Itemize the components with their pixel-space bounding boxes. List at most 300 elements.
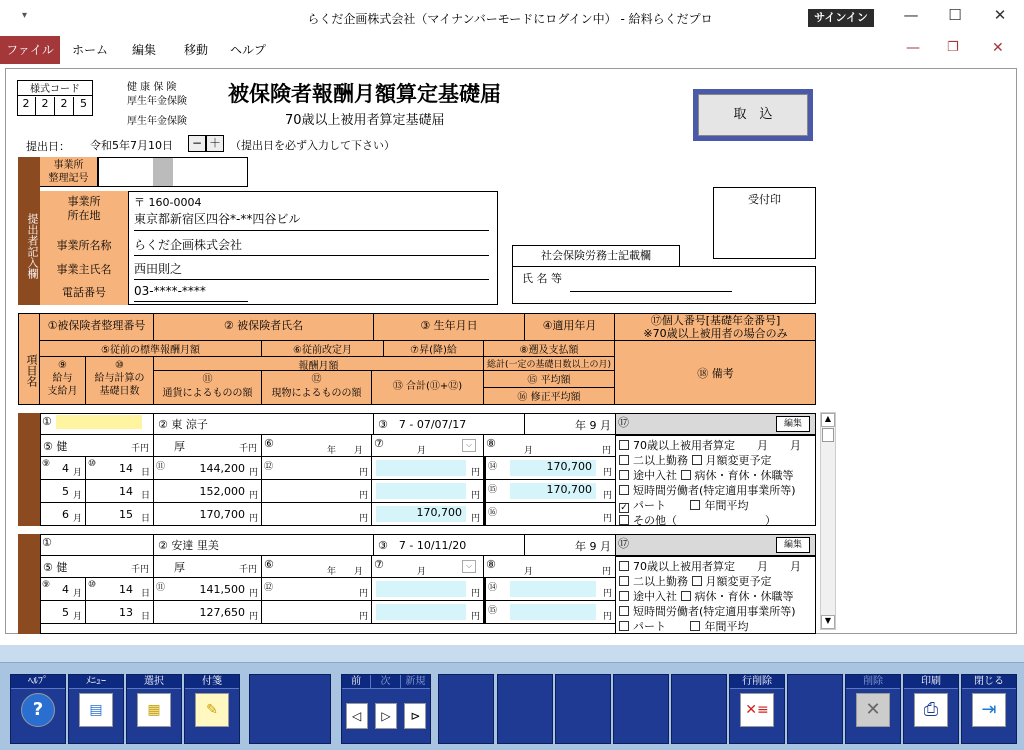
sharoushi-name-label: 氏 名 等 xyxy=(522,272,562,285)
record1-kou-label: 厚 xyxy=(174,440,185,453)
print-button[interactable] xyxy=(903,674,959,744)
empty-slot xyxy=(613,674,669,744)
maximize-icon[interactable]: ☐ xyxy=(948,6,962,24)
record1-name-value[interactable]: 東 涼子 xyxy=(171,418,208,431)
form-title: 被保険者報酬月額算定基礎届 xyxy=(228,82,501,106)
header-prev-revision: ⑥従前改定月 xyxy=(262,341,384,357)
quick-access-icon[interactable]: ▾ xyxy=(22,10,28,21)
style-code-digit: 2 xyxy=(55,97,74,116)
record1-row1-days-key: ⑩ xyxy=(88,459,97,469)
header-cash-amount-1: ⑪ xyxy=(202,374,213,385)
record1-row1-month-key: ⑨ xyxy=(42,459,51,469)
check-midjoin[interactable] xyxy=(619,469,677,482)
record2-c17: ⑰ xyxy=(618,537,629,550)
header-prev-standard: ⑤従前の標準報酬月額 xyxy=(40,341,262,357)
check-shorttime-label: 短時間労働者(特定適用事業所等) xyxy=(633,605,796,618)
record1-revision[interactable] xyxy=(262,435,372,457)
record2-retro-label: ⑧ xyxy=(486,558,496,571)
window-title: らくだ企画株式会社（マイナンバーモードにログイン中） - 給料らくだプロ xyxy=(307,12,713,26)
header-pay-month xyxy=(40,357,86,405)
signin-button[interactable]: サインイン xyxy=(808,9,874,27)
record1-rev-label: ⑥ xyxy=(264,437,274,450)
header-base-days-2: 給与計算の xyxy=(94,373,145,384)
delete-label: 削除 xyxy=(846,675,900,689)
navigation-group xyxy=(341,674,431,744)
record1-std-health[interactable] xyxy=(40,435,154,457)
record1-row1-days[interactable] xyxy=(86,457,154,480)
header-raise: ⑦昇(降)給 xyxy=(384,341,484,357)
record1-apply-month[interactable]: 年 9 月 xyxy=(525,413,615,435)
record1-row3-days-value[interactable]: 15 xyxy=(119,508,133,521)
header-goods-amount-2: 現物によるものの額 xyxy=(271,388,362,399)
record1-retro-label: ⑧ xyxy=(486,437,496,450)
record2-std-label: ⑤ xyxy=(43,561,53,574)
record2-row2-month-unit: 月 xyxy=(72,612,82,622)
record2-kou-label: 厚 xyxy=(174,561,185,574)
record1-average-unit: 円 xyxy=(602,491,612,501)
record1-row2-days-value[interactable]: 14 xyxy=(119,485,133,498)
scroll-down-icon[interactable]: ▼ xyxy=(821,615,835,629)
record1-birth-label: ③ xyxy=(378,418,388,431)
header-retro: ⑧遡及支払額 xyxy=(484,341,615,357)
record2-row1-days-unit: 日 xyxy=(140,589,150,599)
record1-row1-days-unit: 日 xyxy=(140,468,150,478)
header-cash-amount-2: 通貨によるものの額 xyxy=(162,388,253,399)
select-button[interactable] xyxy=(126,674,182,744)
check-other-label: その他（ ） xyxy=(633,514,776,527)
submitter-side-label: 提出者記入欄 xyxy=(18,157,40,305)
prev-icon[interactable]: ◁ xyxy=(346,703,368,729)
address-label xyxy=(40,195,128,223)
record2-std-unit: 千円 xyxy=(130,565,149,575)
record2-birth-label: ③ xyxy=(378,539,388,552)
record1-row3-goods-unit: 円 xyxy=(358,514,368,524)
submit-date-value[interactable]: 令和5年7月10日 xyxy=(90,139,173,152)
record2-row1-cash-unit: 円 xyxy=(248,589,258,599)
record1-average-value[interactable]: 170,700 xyxy=(510,483,596,499)
ribbon-close-icon[interactable]: ✕ xyxy=(992,40,1004,56)
record1-raise-label: ⑦ xyxy=(374,437,384,450)
record1-row2-sum[interactable] xyxy=(372,480,484,503)
ribbon-minimize-icon[interactable]: — xyxy=(906,40,920,56)
record2-rev-unit: 年 月 xyxy=(326,567,363,577)
record2-row1-days-value[interactable]: 14 xyxy=(119,583,133,596)
record-side-bar xyxy=(18,413,40,526)
record1-name[interactable] xyxy=(154,413,374,435)
record2-row2-days-value[interactable]: 13 xyxy=(119,606,133,619)
record1-row2-month-unit: 月 xyxy=(72,491,82,501)
receipt-stamp-box: 受付印 xyxy=(713,187,816,259)
exit-door-icon: ⇥ xyxy=(972,693,1006,727)
header-monthly-pay: 報酬月額 xyxy=(154,357,484,371)
check-leave-label: 病休・育休・休職等 xyxy=(694,469,794,482)
check-leave-label: 病休・育休・休職等 xyxy=(694,590,794,603)
record1-row3-month[interactable] xyxy=(40,503,86,526)
record2-edit-button[interactable]: 編集 xyxy=(776,537,810,553)
empty-slot xyxy=(249,674,331,744)
tab-edit[interactable]: 編集 xyxy=(131,43,156,57)
check-annual-label: 年間平均 xyxy=(704,620,749,633)
record2-row2-sum[interactable] xyxy=(372,601,484,624)
record2-row1-goods-key: ⑫ xyxy=(264,583,274,593)
sharoushi-line xyxy=(570,290,732,292)
record1-number[interactable] xyxy=(40,413,154,435)
record1-row2-cash-unit: 円 xyxy=(248,491,258,501)
record1-std-type: 健 xyxy=(56,440,68,453)
select-icon: ▦ xyxy=(137,693,171,727)
check-change[interactable] xyxy=(692,575,772,588)
check-leave[interactable] xyxy=(681,590,794,603)
owner-value[interactable]: 西田則之 xyxy=(134,260,489,280)
record1-std-pension[interactable] xyxy=(154,435,262,457)
record1-row3-sum[interactable] xyxy=(372,503,484,526)
record2-raise-dropdown-icon[interactable]: ⌵ xyxy=(462,560,476,573)
scroll-up-icon[interactable]: ▲ xyxy=(821,413,835,427)
record2-row1-goods-unit: 円 xyxy=(358,589,368,599)
new-icon[interactable]: ⊳ xyxy=(404,703,426,729)
tab-file[interactable]: ファイル xyxy=(0,36,60,64)
check-dual-label: 二以上勤務 xyxy=(633,454,688,467)
tab-move[interactable]: 移動 xyxy=(183,43,208,57)
record1-average[interactable] xyxy=(484,480,615,503)
check-annual-label: 年間平均 xyxy=(704,499,749,512)
insurance-health-label: 健 康 保 険 xyxy=(127,82,177,93)
header-pay-month-3: 支給月 xyxy=(47,386,78,397)
record1-raise[interactable] xyxy=(372,435,484,457)
record1-row2-cash-value[interactable]: 152,000 xyxy=(199,485,245,498)
record2-row1-cash-value[interactable]: 141,500 xyxy=(199,583,245,596)
record1-row2-sum-value[interactable] xyxy=(376,483,466,499)
new-label: 新規 xyxy=(401,675,430,689)
record2-kou-unit: 千円 xyxy=(238,565,257,575)
record1-row3-days-unit: 日 xyxy=(140,514,150,524)
record2-total-label: ⑭ xyxy=(488,583,498,593)
record2-std-health[interactable] xyxy=(40,556,154,578)
record1-row1-cash-value[interactable]: 144,200 xyxy=(199,462,245,475)
vertical-scrollbar[interactable] xyxy=(820,412,836,630)
record1-row1-cash-key: ⑪ xyxy=(156,462,166,472)
check-dual[interactable] xyxy=(619,575,688,588)
record1-row3-days[interactable] xyxy=(86,503,154,526)
check-dual-label: 二以上勤務 xyxy=(633,575,688,588)
check-midjoin-label: 途中入社 xyxy=(633,469,677,482)
record1-name-label: ② xyxy=(158,418,168,431)
record1-row1-sum[interactable] xyxy=(372,457,484,480)
sticky-icon: ✎ xyxy=(195,693,229,727)
office-code-label-1: 事業所 xyxy=(53,160,84,171)
record1-total-label: ⑭ xyxy=(488,462,498,472)
header-base-days-3: 基礎日数 xyxy=(99,386,140,397)
owner-label: 事業主氏名 xyxy=(56,263,112,276)
record2-row1-days-key: ⑩ xyxy=(88,580,97,590)
record2-row1-days[interactable] xyxy=(86,578,154,601)
scroll-thumb[interactable] xyxy=(822,428,834,442)
items-side-label: 項目名 xyxy=(18,313,40,405)
header-remarks: ⑱ 備考 xyxy=(697,367,734,380)
empty-slot xyxy=(671,674,727,744)
record2-row2-month[interactable] xyxy=(40,601,86,624)
tab-home[interactable]: ホーム xyxy=(71,43,108,57)
record1-row1-month-unit: 月 xyxy=(72,468,82,478)
record1-row2-days[interactable] xyxy=(86,480,154,503)
style-code-digit: 2 xyxy=(36,97,55,116)
record2-row2-month-value[interactable]: 5 xyxy=(62,606,69,619)
delete-icon: ✕ xyxy=(856,693,890,727)
close-label: 閉じる xyxy=(962,675,1016,689)
record1-row1-days-value[interactable]: 14 xyxy=(119,462,133,475)
check-annual[interactable] xyxy=(690,620,748,633)
postal-code[interactable]: 〒 160-0004 xyxy=(134,196,202,209)
record1-row3-month-value[interactable]: 6 xyxy=(62,508,69,521)
record2-name[interactable] xyxy=(154,534,374,556)
delete-row-icon: ✕≡ xyxy=(740,693,774,727)
select-button-label: 選択 xyxy=(127,675,181,689)
header-average: ⑮ 平均額 xyxy=(484,371,615,388)
check-70[interactable] xyxy=(619,438,812,453)
header-pay-month-1: ⑨ xyxy=(58,360,67,371)
close-icon[interactable]: ✕ xyxy=(993,6,1007,24)
prev-label: 前 xyxy=(342,675,371,689)
delete-row-button[interactable] xyxy=(729,674,785,744)
import-button-frame[interactable] xyxy=(693,89,813,141)
record1-row3-cash-unit: 円 xyxy=(248,514,258,524)
empty-slot xyxy=(497,674,553,744)
record1-std-label: ⑤ xyxy=(43,440,53,453)
record1-row1-month-value[interactable]: 4 xyxy=(62,462,69,475)
date-plus-button[interactable]: ＋ xyxy=(206,135,224,152)
menu-icon: ▤ xyxy=(79,693,113,727)
check-dual[interactable] xyxy=(619,454,688,467)
status-strip xyxy=(0,645,1024,663)
record1-remarks xyxy=(615,435,816,526)
record1-number-input[interactable] xyxy=(56,415,142,429)
minimize-icon[interactable]: — xyxy=(903,6,919,24)
help-button-label: ﾍﾙﾌﾟ xyxy=(11,675,65,689)
record1-row3-cash-value[interactable]: 170,700 xyxy=(199,508,245,521)
ribbon-restore-icon[interactable]: ❐ xyxy=(947,40,959,55)
record1-row2-days-unit: 日 xyxy=(140,491,150,501)
check-midjoin-label: 途中入社 xyxy=(633,590,677,603)
office-code-field[interactable] xyxy=(98,157,248,187)
record2-row2-cash-value[interactable]: 127,650 xyxy=(199,606,245,619)
office-code-label-2: 整理記号 xyxy=(48,173,89,184)
address-value[interactable]: 東京都新宿区四谷*-**四谷ビル xyxy=(134,210,489,231)
record-side-bar xyxy=(18,534,40,634)
tab-help[interactable]: ヘルプ xyxy=(229,43,266,57)
record2-number[interactable]: ① xyxy=(40,534,154,556)
record1-birth-value[interactable]: 7 - 07/07/17 xyxy=(398,418,467,431)
delete-button[interactable] xyxy=(845,674,901,744)
sticky-button-label: 付箋 xyxy=(185,675,239,689)
record1-birth[interactable] xyxy=(374,413,525,435)
header-cash-amount xyxy=(154,371,262,405)
record1-row1-sum-value[interactable] xyxy=(376,460,466,476)
record2-apply-month[interactable]: 年 9 月 xyxy=(525,534,615,556)
record2-name-value[interactable]: 安達 里美 xyxy=(171,539,219,552)
record2-row1-sum[interactable] xyxy=(372,578,484,601)
record1-row2-month[interactable] xyxy=(40,480,86,503)
style-code-digit: 2 xyxy=(17,97,36,116)
record1-row1-cash[interactable] xyxy=(154,457,262,480)
record1-row3-sum-unit: 円 xyxy=(470,514,480,524)
check-shorttime-label: 短時間労働者(特定適用事業所等) xyxy=(633,484,796,497)
office-code-label xyxy=(40,157,98,187)
record2-row2-sum-unit: 円 xyxy=(470,612,480,622)
check-part[interactable] xyxy=(619,620,666,633)
record1-retro-unit: 月 xyxy=(524,446,534,456)
record1-raise-unit: 月 xyxy=(417,446,427,456)
record2-average[interactable] xyxy=(484,601,615,624)
header-base-days xyxy=(86,357,154,405)
header-insured-name: ② 被保険者氏名 xyxy=(154,313,374,341)
header-personal-number xyxy=(615,313,816,341)
record2-average-input[interactable] xyxy=(510,604,596,620)
style-code-label: 様式コード xyxy=(17,80,93,96)
record2-raise-label: ⑦ xyxy=(374,558,384,571)
print-label: 印刷 xyxy=(904,675,958,689)
address-label-1: 事業所 xyxy=(67,195,101,208)
record2-retro-yen: 円 xyxy=(601,567,611,577)
record1-rev-unit: 年 月 xyxy=(326,446,363,456)
record2-row1-month[interactable] xyxy=(40,578,86,601)
record1-row3-goods[interactable] xyxy=(262,503,372,526)
help-icon: ? xyxy=(21,693,55,727)
printer-icon: ⎙ xyxy=(914,693,948,727)
record1-row3-month-unit: 月 xyxy=(72,514,82,524)
check-annual[interactable] xyxy=(690,499,748,512)
check-part-label: パート xyxy=(633,499,666,512)
record2-raise-unit: 月 xyxy=(417,567,427,577)
record2-row1-cash[interactable] xyxy=(154,578,262,601)
record1-average-label: ⑮ xyxy=(488,485,498,495)
style-code-digit: 5 xyxy=(80,97,87,110)
record2-row2-days[interactable] xyxy=(86,601,154,624)
record2-row1-sum-value[interactable] xyxy=(376,581,466,597)
menu-button[interactable] xyxy=(68,674,124,744)
insurance-pension-label: 厚生年金保険 xyxy=(127,96,187,107)
check-part[interactable]: ✓ パート xyxy=(620,499,666,513)
header-base-days-1: ⑩ xyxy=(115,360,124,371)
record1-row3-sum-value[interactable]: 170,700 xyxy=(376,506,466,522)
check-leave[interactable] xyxy=(681,469,794,482)
header-apply-month: ④適用年月 xyxy=(525,313,615,341)
record2-std-pension[interactable] xyxy=(154,556,262,578)
check-other[interactable] xyxy=(619,513,812,528)
import-button[interactable]: 取 込 xyxy=(698,94,808,136)
check-change-label: 月額変更予定 xyxy=(705,454,772,467)
record2-row2-goods[interactable] xyxy=(262,601,372,624)
header-modified-average: ⑯ 修正平均額 xyxy=(484,388,615,405)
insurance-pension-label2: 厚生年金保険 xyxy=(127,116,187,127)
record2-row2-cash-unit: 円 xyxy=(248,612,258,622)
record1-total-unit: 円 xyxy=(602,468,612,478)
header-personal-number-1: ⑰個人番号[基礎年金番号] xyxy=(650,314,781,327)
record1-modified-average[interactable] xyxy=(484,503,615,526)
record1-row1-month[interactable] xyxy=(40,457,86,480)
record1-c17: ⑰ xyxy=(618,416,629,429)
check-70[interactable] xyxy=(619,559,812,574)
empty-slot xyxy=(438,674,494,744)
office-code-separator xyxy=(153,158,173,186)
header-pay-month-2: 給与 xyxy=(52,373,73,384)
record1-edit-button[interactable]: 編集 xyxy=(776,416,810,432)
record1-row2-month-value[interactable]: 5 xyxy=(62,485,69,498)
empty-slot xyxy=(555,674,611,744)
sticky-button[interactable] xyxy=(184,674,240,744)
check-70-label: 70歳以上被用者算定 月 月 xyxy=(633,560,801,573)
record1-row2-goods[interactable] xyxy=(262,480,372,503)
record1-row1-cash-unit: 円 xyxy=(248,468,258,478)
header-goods-amount-1: ⑫ xyxy=(311,374,322,385)
check-part-label: パート xyxy=(633,620,666,633)
sharoushi-label: 社会保険労務士記載欄 xyxy=(512,245,680,267)
address-label-2: 所在地 xyxy=(67,209,101,222)
record2-row1-month-value[interactable]: 4 xyxy=(62,583,69,596)
record2-retro[interactable] xyxy=(484,556,615,578)
record2-remarks xyxy=(615,556,816,634)
record2-total[interactable] xyxy=(484,578,615,601)
office-name-value[interactable]: らくだ企画株式会社 xyxy=(134,236,489,256)
close-button[interactable] xyxy=(961,674,1017,744)
next-icon[interactable]: ▷ xyxy=(375,703,397,729)
record2-row1-goods[interactable] xyxy=(262,578,372,601)
phone-value[interactable]: 03-****-**** xyxy=(134,284,248,302)
header-insured-number: ①被保険者整理番号 xyxy=(40,313,154,341)
phone-label: 電話番号 xyxy=(62,286,106,299)
record1-row1-goods[interactable] xyxy=(262,457,372,480)
check-shorttime[interactable] xyxy=(619,604,812,619)
header-total-group: 総計(一定の基礎日数以上の月) xyxy=(484,357,615,371)
record1-raise-dropdown-icon[interactable]: ⌵ xyxy=(462,439,476,452)
record2-row2-cash[interactable] xyxy=(154,601,262,624)
record2-birth[interactable] xyxy=(374,534,525,556)
record1-row2-cash[interactable] xyxy=(154,480,262,503)
record1-modified-average-label: ⑯ xyxy=(488,508,498,518)
header-birth-date: ③ 生年月日 xyxy=(374,313,525,341)
check-shorttime[interactable] xyxy=(619,483,812,498)
record2-name-label: ② xyxy=(158,539,168,552)
menu-button-label: ﾒﾆｭｰ xyxy=(69,675,123,689)
delete-row-label: 行削除 xyxy=(730,675,784,689)
record1-total[interactable] xyxy=(484,457,615,480)
date-minus-button[interactable]: − xyxy=(188,135,206,152)
record1-kou-unit: 千円 xyxy=(238,444,257,454)
empty-slot xyxy=(787,674,843,744)
form-subtitle: 70歳以上被用者算定基礎届 xyxy=(285,113,445,128)
record2-raise[interactable] xyxy=(372,556,484,578)
record2-total-unit: 円 xyxy=(602,589,612,599)
record1-retro[interactable] xyxy=(484,435,615,457)
record1-row3-cash[interactable] xyxy=(154,503,262,526)
record2-birth-value[interactable]: 7 - 10/11/20 xyxy=(398,539,467,552)
record2-row2-goods-unit: 円 xyxy=(358,612,368,622)
check-change[interactable] xyxy=(692,454,772,467)
record2-row2-sum-value[interactable] xyxy=(376,604,466,620)
record1-number-label: ① xyxy=(42,415,52,428)
record2-row1-cash-key: ⑪ xyxy=(156,583,166,593)
record2-average-unit: 円 xyxy=(602,612,612,622)
check-70-label: 70歳以上被用者算定 月 月 xyxy=(633,439,801,452)
record2-average-label: ⑮ xyxy=(488,606,498,616)
record2-revision[interactable] xyxy=(262,556,372,578)
check-midjoin[interactable] xyxy=(619,590,677,603)
record1-retro-yen: 円 xyxy=(601,446,611,456)
record2-total-input[interactable] xyxy=(510,581,596,597)
help-button[interactable] xyxy=(10,674,66,744)
record2-row1-month-unit: 月 xyxy=(72,589,82,599)
record1-total-value[interactable]: 170,700 xyxy=(510,460,596,476)
submit-date-label: 提出日： xyxy=(26,140,70,153)
